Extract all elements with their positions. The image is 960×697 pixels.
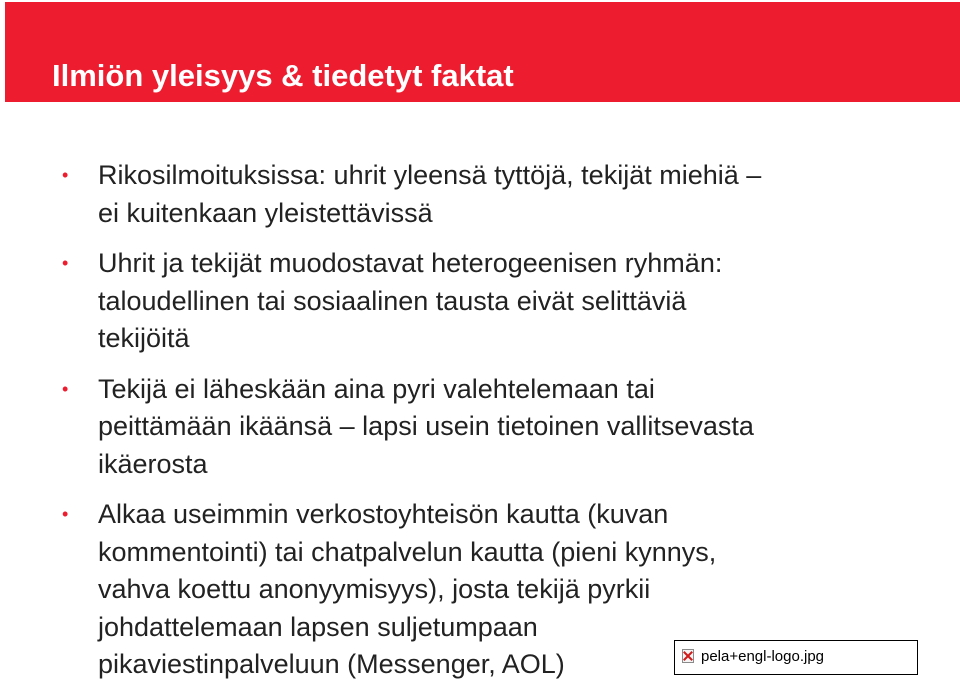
- bullet-icon: •: [62, 253, 69, 273]
- bullet-icon: •: [62, 504, 69, 524]
- bullet-line: Alkaa useimmin verkostoyhteisön kautta (kuvan: [98, 499, 669, 529]
- broken-image-icon: [682, 649, 694, 663]
- bullet-item-1: [62, 157, 862, 232]
- image-filename: pela+engl-logo.jpg: [701, 648, 825, 665]
- bullet-line: Uhrit ja tekijät muodostavat heterogeenisen ryhmän:: [98, 248, 723, 278]
- slide-title: Ilmiön yleisyys & tiedetyt faktat: [52, 58, 514, 93]
- bullet-line: Rikosilmoituksissa: uhrit yleensä tyttöjä, tekijät miehiä –: [98, 160, 762, 190]
- bullet-line: vahva koettu anonyymisyys), josta tekijä pyrkii: [98, 574, 651, 604]
- bullet-line: pikaviestinpalveluun (Messenger, AOL): [98, 649, 565, 679]
- bullet-list: [62, 157, 862, 697]
- bullet-item-2: [62, 245, 862, 358]
- bullet-line: ikäerosta: [98, 448, 208, 479]
- bullet-icon: •: [62, 378, 69, 399]
- bullet-line: peittämään ikäänsä – lapsi usein tietoinen vallitsevasta: [98, 411, 754, 441]
- bullet-line: Tekijä ei läheskään aina pyri valehtelemaan tai: [98, 373, 655, 404]
- bullet-line: ei kuitenkaan yleistettävissä: [98, 197, 433, 228]
- bullet-line: tekijöitä: [98, 323, 190, 353]
- bullet-line: taloudellinen tai sosiaalinen tausta eivät selittäviä: [98, 285, 687, 316]
- bullet-line: johdattelemaan lapsen suljetumpaan: [98, 611, 538, 642]
- bullet-icon: •: [62, 165, 69, 185]
- bullet-line: kommentointi) tai chatpalvelun kautta (pieni kynnys,: [98, 536, 717, 567]
- logo-image-placeholder: [674, 640, 918, 675]
- bullet-item-3: [62, 371, 862, 484]
